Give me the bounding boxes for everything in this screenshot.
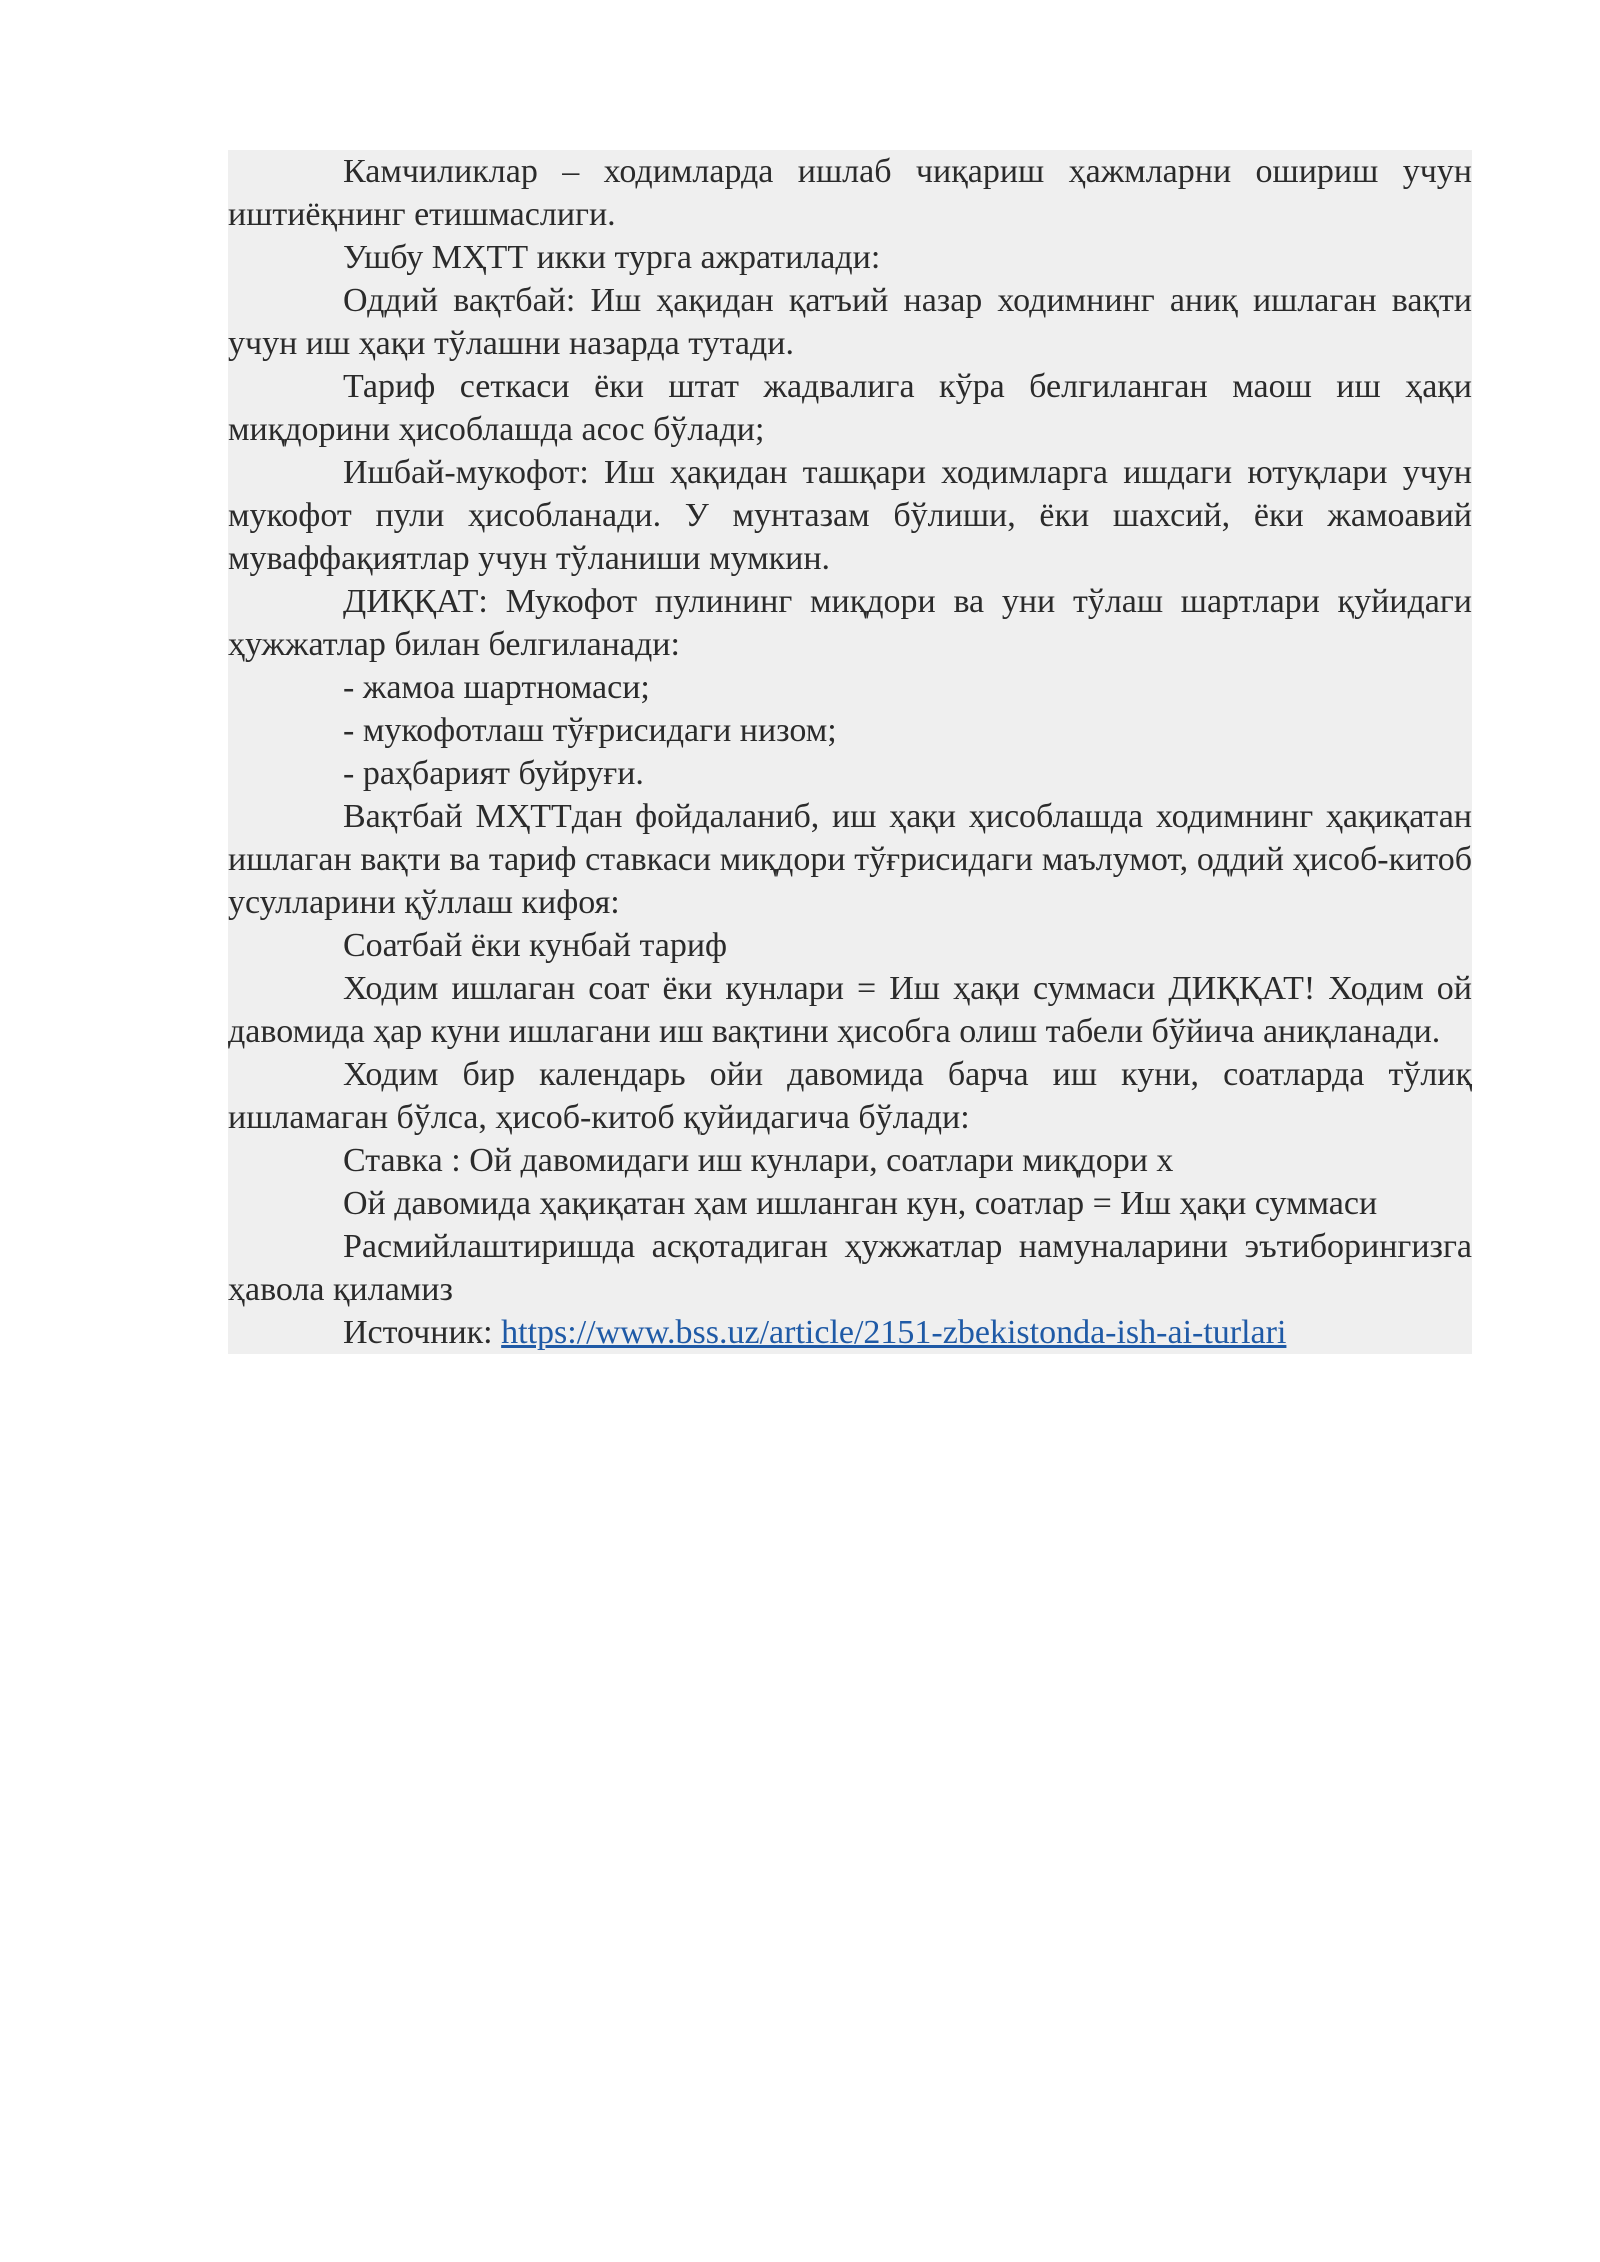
paragraph-document-samples: Расмийлаштиришда асқотадиган ҳужжатлар намуналарини эътиборингизга ҳавола қиламиз xyxy=(228,1225,1472,1311)
paragraph-tariff-grid: Тариф сеткаси ёки штат жадвалига кўра белгиланган маош иш ҳақи миқдорини ҳисоблашда асос бўлади; xyxy=(228,365,1472,451)
paragraph-rate-formula: Ставка : Ой давомидаги иш кунлари, соатлари миқдори х xyxy=(228,1139,1472,1182)
paragraph-shortcomings: Камчиликлар – ходимларда ишлаб чиқариш ҳажмларни ошириш учун иштиёқнинг етишмаслиги. xyxy=(228,150,1472,236)
source-link[interactable]: https://www.bss.uz/article/2151-zbekistonda-ish-ai-turlari xyxy=(501,1314,1287,1351)
list-item-bonus-regulation: - мукофотлаш тўғрисидаги низом; xyxy=(228,709,1472,752)
list-item-management-order: - раҳбарият буйруғи. xyxy=(228,752,1472,795)
list-item-collective-agreement: - жамоа шартномаси; xyxy=(228,666,1472,709)
source-line xyxy=(228,1311,1472,1354)
paragraph-timebased-calc: Вақтбай МҲТТдан фойдаланиб, иш ҳақи ҳисоблашда ходимнинг ҳақиқатан ишлаган вақти ва тариф ставкаси миқдори тўғрисидаги маълумот, оддий ҳисоб-китоб усулларини қўллаш кифоя: xyxy=(228,795,1472,924)
paragraph-formula-attention: Ходим ишлаган соат ёки кунлари = Иш ҳақи суммаси ДИҚҚАТ! Ходим ой давомида ҳар куни ишлагани иш вақтини ҳисобга олиш табели бўйича аниқланади. xyxy=(228,967,1472,1053)
paragraph-types-intro: Ушбу МҲТТ икки турга ажратилади: xyxy=(228,236,1472,279)
paragraph-actual-days-formula: Ой давомида ҳақиқатан ҳам ишланган кун, соатлар = Иш ҳақи суммаси xyxy=(228,1182,1472,1225)
paragraph-piece-bonus: Ишбай-мукофот: Иш ҳақидан ташқари ходимларга ишдаги ютуқлари учун мукофот пули ҳисобланади. У мунтазам бўлиши, ёки шахсий, ёки жамоавий муваффақиятлар учун тўланиши мумкин. xyxy=(228,451,1472,580)
paragraph-attention-bonus: ДИҚҚАТ: Мукофот пулининг миқдори ва уни тўлаш шартлари қуйидаги ҳужжатлар билан белгиланади: xyxy=(228,580,1472,666)
document-body xyxy=(228,150,1472,1354)
paragraph-hourly-daily-rate: Соатбай ёки кунбай тариф xyxy=(228,924,1472,967)
paragraph-incomplete-month: Ходим бир календарь ойи давомида барча иш куни, соатларда тўлиқ ишламаган бўлса, ҳисоб-китоб қуйидагича бўлади: xyxy=(228,1053,1472,1139)
source-label: Источник: xyxy=(343,1314,502,1351)
paragraph-simple-timebased: Оддий вақтбай: Иш ҳақидан қатъий назар ходимнинг аниқ ишлаган вақти учун иш ҳақи тўлашни назарда тутади. xyxy=(228,279,1472,365)
